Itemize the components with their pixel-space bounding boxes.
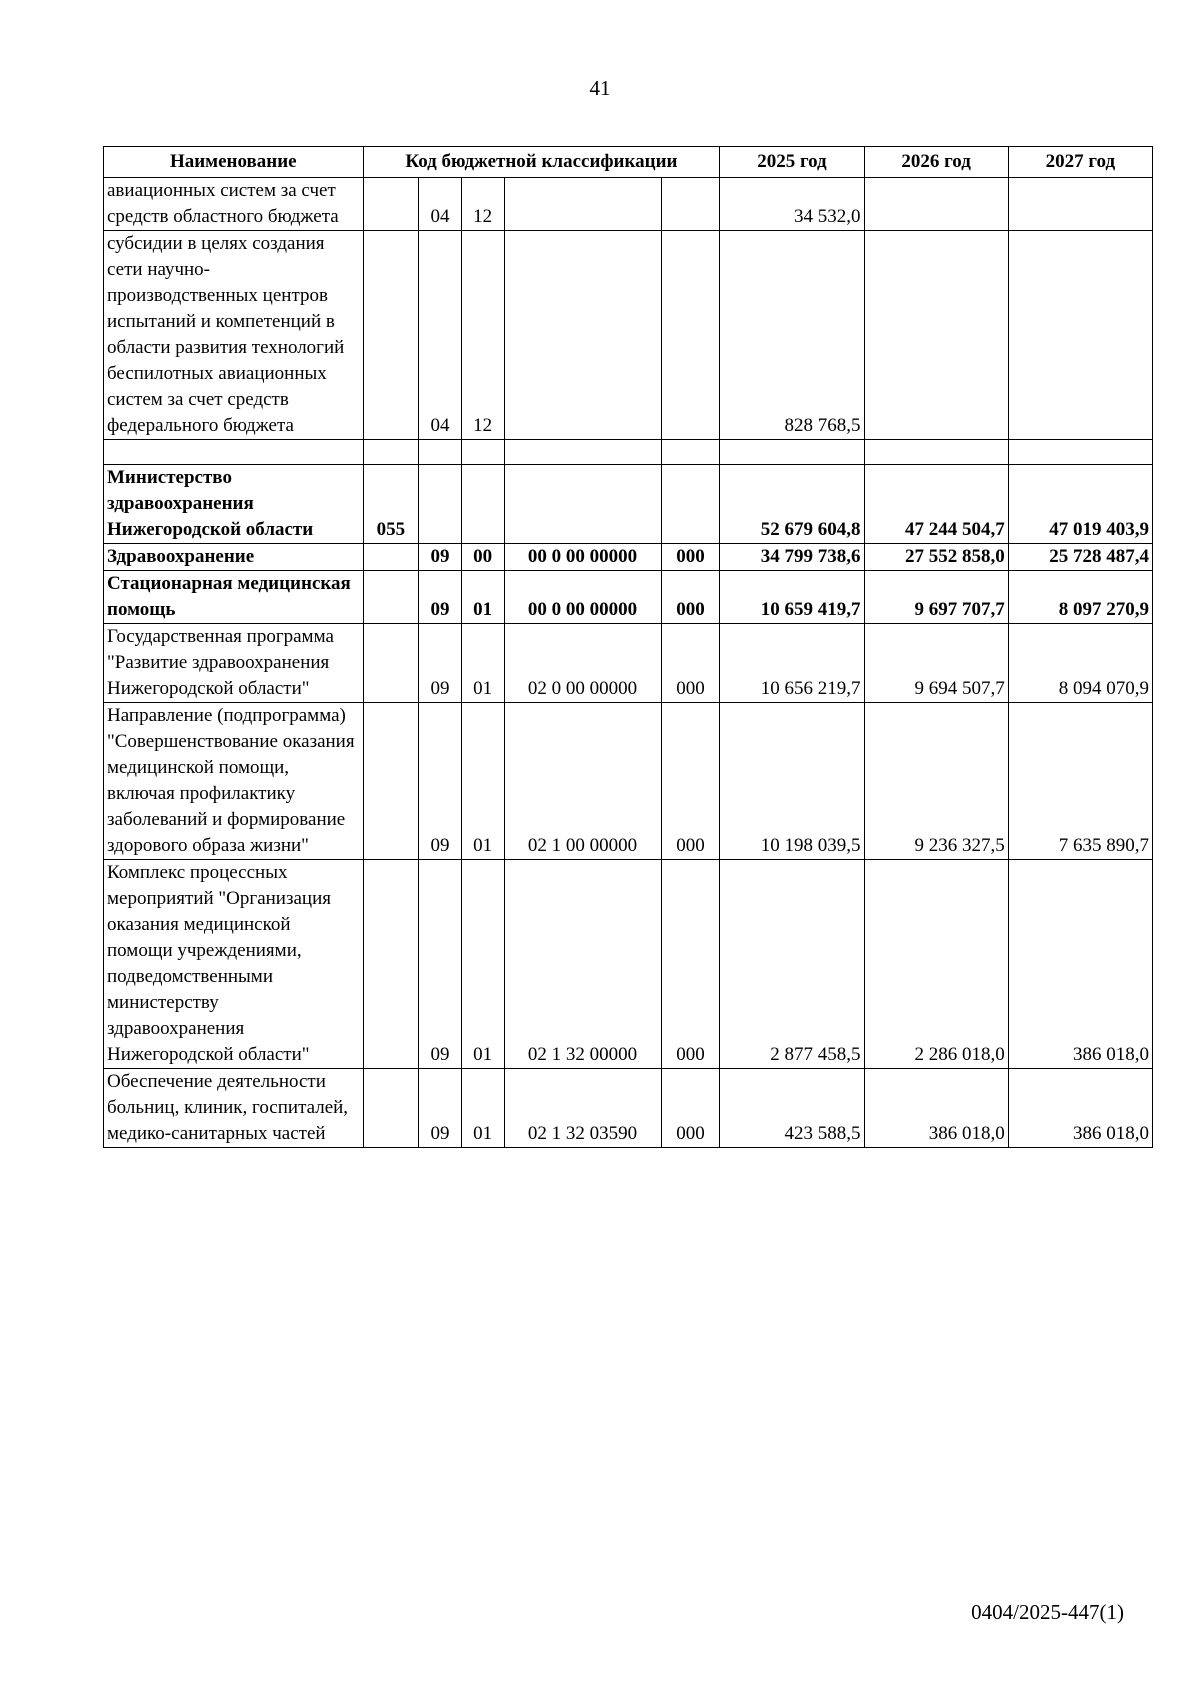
row-amount-2025: 10 198 039,5	[720, 703, 864, 860]
row-target-article-code	[504, 178, 661, 231]
row-target-article-code: 02 0 00 00000	[504, 624, 661, 703]
row-name: Здравоохранение	[104, 544, 364, 571]
row-grbs-code	[363, 860, 419, 1069]
row-amount-2025: 52 679 604,8	[720, 465, 864, 544]
row-grbs-code	[363, 178, 419, 231]
row-amount-2025: 34 532,0	[720, 178, 864, 231]
row-section-code: 09	[419, 571, 462, 624]
row-amount-2027: 25 728 487,4	[1008, 544, 1152, 571]
row-expense-type-code: 000	[661, 703, 720, 860]
row-expense-type-code	[661, 231, 720, 440]
row-subsection-code: 01	[461, 1069, 504, 1148]
row-amount-2027	[1008, 440, 1152, 465]
row-expense-type-code	[661, 178, 720, 231]
header-code: Код бюджетной классификации	[363, 147, 720, 178]
document-code: 0404/2025-447(1)	[971, 1600, 1124, 1624]
row-target-article-code: 00 0 00 00000	[504, 544, 661, 571]
row-target-article-code: 00 0 00 00000	[504, 571, 661, 624]
row-section-code: 09	[419, 703, 462, 860]
table-row	[104, 544, 1153, 571]
row-amount-2025: 2 877 458,5	[720, 860, 864, 1069]
row-expense-type-code: 000	[661, 544, 720, 571]
row-expense-type-code: 000	[661, 860, 720, 1069]
row-section-code	[419, 465, 462, 544]
row-subsection-code: 01	[461, 703, 504, 860]
row-target-article-code	[504, 231, 661, 440]
table-row	[104, 440, 1153, 465]
row-grbs-code	[363, 544, 419, 571]
row-subsection-code: 01	[461, 624, 504, 703]
row-subsection-code	[461, 440, 504, 465]
header-name: Наименование	[104, 147, 364, 178]
row-name: Направление (подпрограмма) "Совершенствование оказания медицинской помощи, включая профилактику заболеваний и формирование здорового образа жизни"	[104, 703, 364, 860]
row-subsection-code: 00	[461, 544, 504, 571]
row-amount-2026: 47 244 504,7	[864, 465, 1008, 544]
row-amount-2027: 386 018,0	[1008, 1069, 1152, 1148]
row-name: Стационарная медицинская помощь	[104, 571, 364, 624]
row-name: Министерство здравоохранения Нижегородской области	[104, 465, 364, 544]
table-row	[104, 1069, 1153, 1148]
page-number: 41	[589, 76, 611, 100]
row-grbs-code	[363, 571, 419, 624]
row-amount-2027: 8 097 270,9	[1008, 571, 1152, 624]
row-amount-2025	[720, 440, 864, 465]
table-row	[104, 703, 1153, 860]
row-section-code: 09	[419, 860, 462, 1069]
table-header-row	[104, 147, 1153, 178]
row-amount-2027: 7 635 890,7	[1008, 703, 1152, 860]
row-section-code: 04	[419, 231, 462, 440]
row-section-code: 09	[419, 1069, 462, 1148]
row-section-code: 04	[419, 178, 462, 231]
row-amount-2026	[864, 440, 1008, 465]
row-amount-2026	[864, 178, 1008, 231]
budget-table	[103, 146, 1153, 1148]
row-section-code: 09	[419, 624, 462, 703]
row-name	[104, 440, 364, 465]
row-name: субсидии в целях создания сети научно-производственных центров испытаний и компетенций в области развития технологий беспилотных авиационных систем за счет средств федерального бюджета	[104, 231, 364, 440]
row-amount-2027: 386 018,0	[1008, 860, 1152, 1069]
header-2027: 2027 год	[1008, 147, 1152, 178]
row-amount-2026: 9 236 327,5	[864, 703, 1008, 860]
row-target-article-code: 02 1 00 00000	[504, 703, 661, 860]
row-grbs-code	[363, 440, 419, 465]
row-expense-type-code	[661, 465, 720, 544]
row-section-code: 09	[419, 544, 462, 571]
table-row	[104, 465, 1153, 544]
row-amount-2026: 9 694 507,7	[864, 624, 1008, 703]
table-row	[104, 860, 1153, 1069]
row-expense-type-code: 000	[661, 1069, 720, 1148]
row-grbs-code	[363, 231, 419, 440]
row-amount-2025: 10 659 419,7	[720, 571, 864, 624]
row-subsection-code: 12	[461, 231, 504, 440]
row-amount-2026: 2 286 018,0	[864, 860, 1008, 1069]
table-row	[104, 178, 1153, 231]
row-amount-2025: 10 656 219,7	[720, 624, 864, 703]
row-amount-2025: 34 799 738,6	[720, 544, 864, 571]
row-expense-type-code: 000	[661, 571, 720, 624]
row-subsection-code: 12	[461, 178, 504, 231]
row-expense-type-code: 000	[661, 624, 720, 703]
row-grbs-code: 055	[363, 465, 419, 544]
row-grbs-code	[363, 624, 419, 703]
row-section-code	[419, 440, 462, 465]
row-amount-2026: 9 697 707,7	[864, 571, 1008, 624]
row-amount-2027	[1008, 178, 1152, 231]
row-name: авиационных систем за счет средств областного бюджета	[104, 178, 364, 231]
header-2026: 2026 год	[864, 147, 1008, 178]
row-target-article-code: 02 1 32 03590	[504, 1069, 661, 1148]
row-name: Государственная программа "Развитие здравоохранения Нижегородской области"	[104, 624, 364, 703]
row-amount-2027: 47 019 403,9	[1008, 465, 1152, 544]
row-amount-2026	[864, 231, 1008, 440]
table-row	[104, 624, 1153, 703]
row-amount-2026: 27 552 858,0	[864, 544, 1008, 571]
row-name: Обеспечение деятельности больниц, клиник, госпиталей, медико-санитарных частей	[104, 1069, 364, 1148]
row-subsection-code: 01	[461, 571, 504, 624]
row-amount-2027	[1008, 231, 1152, 440]
row-target-article-code: 02 1 32 00000	[504, 860, 661, 1069]
row-subsection-code: 01	[461, 860, 504, 1069]
row-grbs-code	[363, 703, 419, 860]
row-amount-2026: 386 018,0	[864, 1069, 1008, 1148]
header-2025: 2025 год	[720, 147, 864, 178]
table-row	[104, 571, 1153, 624]
row-grbs-code	[363, 1069, 419, 1148]
table-row	[104, 231, 1153, 440]
row-target-article-code	[504, 465, 661, 544]
row-amount-2027: 8 094 070,9	[1008, 624, 1152, 703]
row-target-article-code	[504, 440, 661, 465]
row-subsection-code	[461, 465, 504, 544]
row-amount-2025: 423 588,5	[720, 1069, 864, 1148]
row-expense-type-code	[661, 440, 720, 465]
row-amount-2025: 828 768,5	[720, 231, 864, 440]
row-name: Комплекс процессных мероприятий "Организация оказания медицинской помощи учреждениями, подведомственными министерству здравоохранения Нижегородской области"	[104, 860, 364, 1069]
